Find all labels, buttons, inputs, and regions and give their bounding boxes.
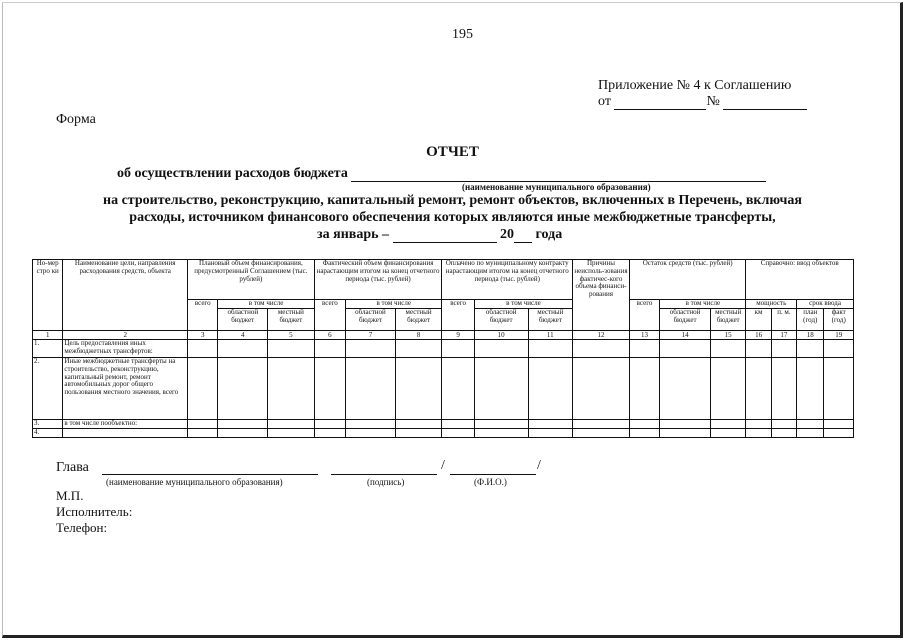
header-plan: Плановый объем финансирования, предусмотренный Соглашением (тыс. рублей) xyxy=(188,260,315,300)
signature-hint: (подпись) xyxy=(367,477,405,487)
fact-total: всего xyxy=(314,300,345,331)
municipality-hint: (наименование муниципального образования) xyxy=(462,182,651,192)
commissioning-term: срок ввода xyxy=(797,300,854,309)
number-label: № xyxy=(706,94,720,109)
phone-label: Телефон: xyxy=(56,520,108,535)
paid-regional: областной бюджет xyxy=(474,309,528,331)
subtitle-line-1 xyxy=(117,166,766,182)
rest-total: всего xyxy=(629,300,659,331)
capacity-km: км xyxy=(746,309,771,331)
col-number: 4 xyxy=(218,331,268,340)
period-year: 20 xyxy=(500,227,515,242)
col-number: 2 xyxy=(63,331,188,340)
municipality-sign-line xyxy=(102,474,318,475)
col-number: 12 xyxy=(573,331,630,340)
row-name xyxy=(63,429,188,438)
fio-slash-open: / xyxy=(441,458,445,473)
header-rest: Остаток средств (тыс. рублей) xyxy=(629,260,746,300)
col-number: 1 xyxy=(33,331,63,340)
column-number-row xyxy=(33,331,854,340)
plan-local: местный бюджет xyxy=(268,309,315,331)
fact-regional: областной бюджет xyxy=(346,309,396,331)
header-reference: Справочно: ввод объектов xyxy=(746,260,854,300)
table-row xyxy=(33,358,854,420)
rest-local: местный бюджет xyxy=(710,309,746,331)
paid-local: местный бюджет xyxy=(528,309,573,331)
executor-label: Исполнитель: xyxy=(56,504,133,519)
fact-including: в том числе xyxy=(346,300,442,309)
paid-including: в том числе xyxy=(474,300,572,309)
col-number: 5 xyxy=(268,331,315,340)
capacity-pm: п. м. xyxy=(771,309,796,331)
fio-hint: (Ф.И.О.) xyxy=(474,477,507,487)
fio-slash-close: / xyxy=(537,458,541,473)
row-number: 3. xyxy=(33,420,63,429)
paid-total: всего xyxy=(442,300,474,331)
page-number: 195 xyxy=(452,27,473,42)
header-reasons: Причины неисполь-зования фактичес-кого объема финанси-рования xyxy=(573,260,630,331)
form-label: Форма xyxy=(56,112,96,127)
plan-including: в том числе xyxy=(218,300,314,309)
fact-local: местный бюджет xyxy=(395,309,442,331)
header-paid: Оплачено по муниципальному контракту нарастающим итогом на конец отчетного периода (тыс. рублей) xyxy=(442,260,573,300)
table-row xyxy=(33,340,854,358)
plan-total: всего xyxy=(188,300,218,331)
stamp-label: М.П. xyxy=(56,488,84,503)
capacity: мощность xyxy=(746,300,797,309)
appendix-title: Приложение № 4 к Соглашению xyxy=(598,78,792,93)
document-title: ОТЧЕТ xyxy=(426,144,479,160)
col-number: 16 xyxy=(746,331,771,340)
appendix-date-number xyxy=(598,94,807,110)
period-blank xyxy=(393,242,497,243)
fio-line xyxy=(450,474,536,475)
col-number: 18 xyxy=(797,331,824,340)
plan-regional: областной бюджет xyxy=(218,309,268,331)
year-blank xyxy=(514,242,532,243)
col-number: 14 xyxy=(660,331,711,340)
period-suffix: года xyxy=(535,227,563,242)
term-plan: план (год) xyxy=(797,309,824,331)
report-table xyxy=(32,259,854,438)
subtitle-line-3: расходы, источником финансового обеспечения которых являются иные межбюджетные трансферты, xyxy=(129,210,776,225)
subtitle-line-1-text: об осуществлении расходов бюджета xyxy=(117,166,348,181)
header-name: Наименование цели, направления расходования средств, объекта xyxy=(63,260,188,331)
signature-line xyxy=(331,474,437,475)
col-number: 19 xyxy=(824,331,854,340)
municipality-sign-hint: (наименование муниципального образования) xyxy=(106,477,283,487)
col-number: 10 xyxy=(474,331,528,340)
col-number: 3 xyxy=(188,331,218,340)
row-name: в том числе пообъектно: xyxy=(63,420,188,429)
rest-including: в том числе xyxy=(660,300,746,309)
col-number: 9 xyxy=(442,331,474,340)
table-row xyxy=(33,429,854,438)
header-fact: Фактический объем финансирования нарастающим итогом на конец отчетного периода (тыс. рублей) xyxy=(314,260,442,300)
row-number: 1. xyxy=(33,340,63,358)
col-number: 17 xyxy=(771,331,796,340)
subtitle-line-4 xyxy=(317,227,562,243)
table-row xyxy=(33,420,854,429)
rest-regional: областной бюджет xyxy=(660,309,711,331)
header-row-number: Но-мер стро ки xyxy=(33,260,63,331)
row-number: 2. xyxy=(33,358,63,420)
col-number: 6 xyxy=(314,331,345,340)
col-number: 8 xyxy=(395,331,442,340)
row-name: Иные межбюджетные трансферты на строительство, реконструкцию, капитальный ремонт, ремонт автомобильных дорог общего пользования местного значения, всего xyxy=(63,358,188,420)
col-number: 7 xyxy=(346,331,396,340)
from-label: от xyxy=(598,94,611,109)
date-blank xyxy=(614,109,706,110)
term-fact: факт (год) xyxy=(824,309,854,331)
subtitle-line-2: на строительство, реконструкцию, капитальный ремонт, ремонт объектов, включенных в Перечень, включая xyxy=(103,193,802,208)
col-number: 11 xyxy=(528,331,573,340)
number-blank xyxy=(723,109,807,110)
period-prefix: за январь – xyxy=(317,227,390,242)
head-label: Глава xyxy=(56,460,89,475)
col-number: 15 xyxy=(710,331,746,340)
row-number: 4. xyxy=(33,429,63,438)
row-name: Цель предоставления иных межбюджетных трансфертов: xyxy=(63,340,188,358)
col-number: 13 xyxy=(629,331,659,340)
